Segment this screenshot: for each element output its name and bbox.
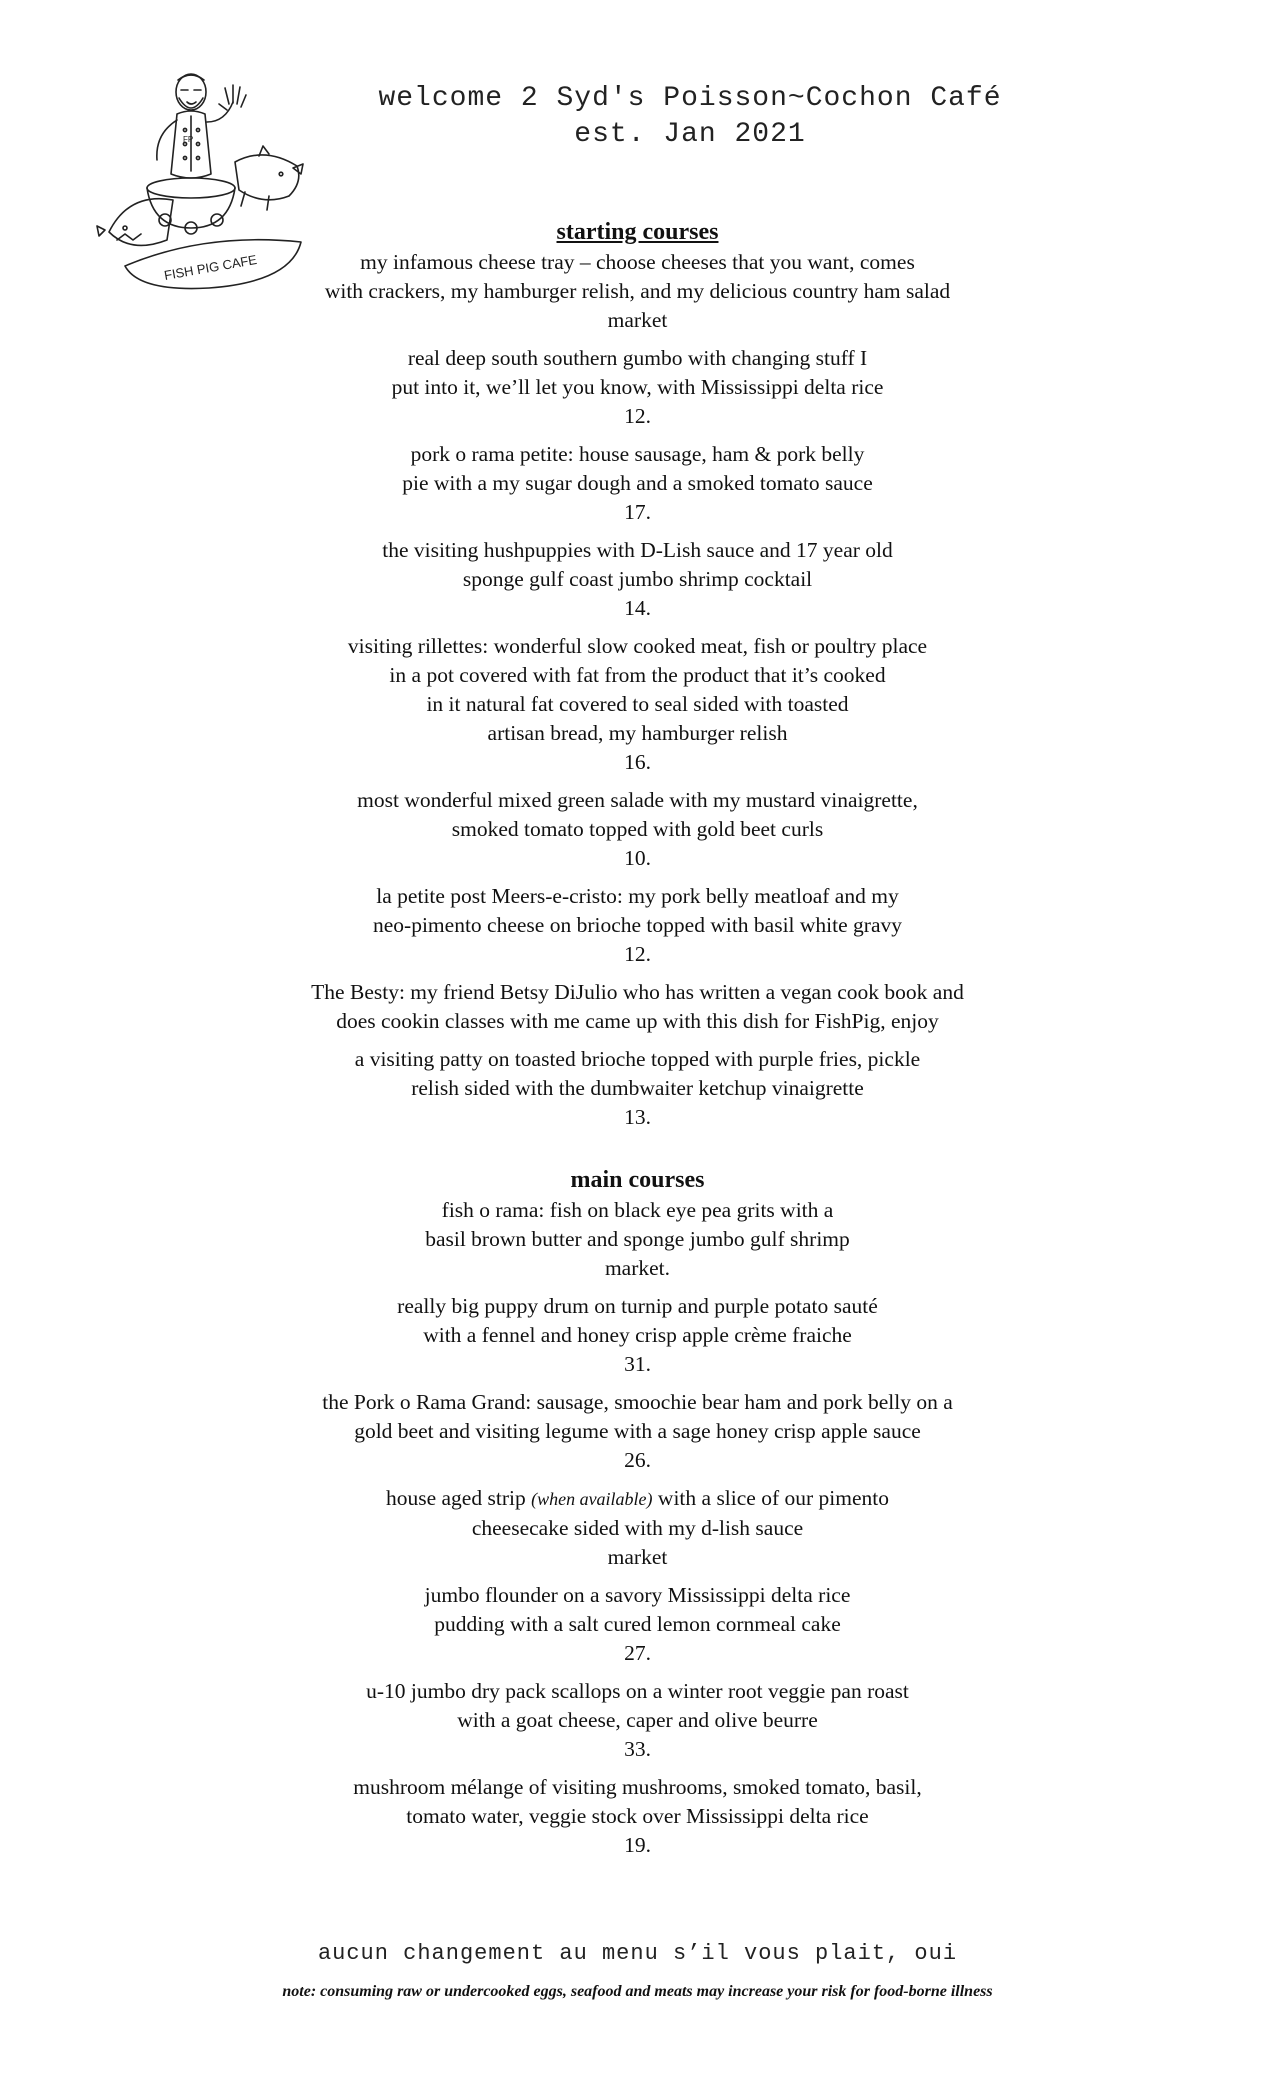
- svg-text:FP: FP: [183, 135, 194, 144]
- menu-item-price: 19.: [624, 1833, 651, 1857]
- menu-item-price: 17.: [624, 500, 651, 524]
- established-date: est. Jan 2021: [574, 119, 806, 150]
- svg-text:FISH PIG CAFE: FISH PIG CAFE: [162, 251, 259, 283]
- menu-item-price: 27.: [624, 1641, 651, 1665]
- menu-item-price: market: [607, 308, 668, 332]
- menu-item: jumbo flounder on a savory Mississippi delta rice pudding with a salt cured lemon cornmeal cake 27.: [0, 1581, 1275, 1668]
- menu-item: u-10 jumbo dry pack scallops on a winter root veggie pan roast with a goat cheese, caper and olive beurre 33.: [0, 1677, 1275, 1764]
- no-changes-notice: aucun changement au menu s’il vous plait, oui: [317, 1941, 958, 1966]
- menu-item: a visiting patty on toasted brioche topped with purple fries, pickle relish sided with the dumbwaiter ketchup vinaigrette 13.: [0, 1045, 1275, 1132]
- menu-item: pork o rama petite: house sausage, ham & pork belly pie with a my sugar dough and a smoked tomato sauce 17.: [0, 440, 1275, 527]
- menu-item: the Pork o Rama Grand: sausage, smoochie bear ham and pork belly on a gold beet and visiting legume with a sage honey crisp apple sauce 26.: [0, 1388, 1275, 1475]
- menu-item: most wonderful mixed green salade with my mustard vinaigrette, smoked tomato topped with gold beet curls 10.: [0, 786, 1275, 873]
- menu-item-price: 33.: [624, 1737, 651, 1761]
- menu-item-price: 31.: [624, 1352, 651, 1376]
- menu-item-price: 16.: [624, 750, 651, 774]
- cafe-title: welcome 2 Syd's Poisson~Cochon Café: [378, 83, 1002, 114]
- menu-footer: [0, 1940, 1275, 2002]
- menu-item-price: 13.: [624, 1105, 651, 1129]
- menu-item: real deep south southern gumbo with changing stuff I put into it, we’ll let you know, with Mississippi delta rice 12.: [0, 344, 1275, 431]
- availability-note: (when available): [531, 1489, 653, 1509]
- menu-header: [280, 80, 1100, 152]
- menu-item: The Besty: my friend Betsy DiJulio who has written a vegan cook book and does cookin classes with me came up with this dish for FishPig, enjoy: [311, 980, 964, 1033]
- menu-item-price: 12.: [624, 942, 651, 966]
- main-courses-list: [0, 1196, 1275, 1869]
- menu-item: my infamous cheese tray – choose cheeses that you want, comes with crackers, my hamburger relish, and my delicious country ham salad market: [0, 248, 1275, 335]
- menu-item-price: 26.: [624, 1448, 651, 1472]
- menu-item: the visiting hushpuppies with D-Lish sauce and 17 year old sponge gulf coast jumbo shrimp cocktail 14.: [0, 536, 1275, 623]
- menu-item: fish o rama: fish on black eye pea grits with a basil brown butter and sponge jumbo gulf shrimp market.: [0, 1196, 1275, 1283]
- menu-item: la petite post Meers-e-cristo: my pork belly meatloaf and my neo-pimento cheese on brioche topped with basil white gravy 12.: [0, 882, 1275, 969]
- food-safety-note: note: consuming raw or undercooked eggs, seafood and meats may increase your risk for food-borne illness: [282, 1983, 993, 2000]
- starting-courses-list: [0, 248, 1275, 1141]
- menu-item-price: market: [607, 1545, 668, 1569]
- menu-item: visiting rillettes: wonderful slow cooked meat, fish or poultry place in a pot covered with fat from the product that it’s cooked in it natural fat covered to seal sided with toasted artisan bread, my hamburger relish 16.: [0, 632, 1275, 777]
- menu-item-price: 10.: [624, 846, 651, 870]
- starting-courses-heading: starting courses: [556, 219, 719, 245]
- menu-item: really big puppy drum on turnip and purple potato sauté with a fennel and honey crisp apple crème fraiche 31.: [0, 1292, 1275, 1379]
- menu-item-price: market.: [604, 1256, 671, 1280]
- menu-item-price: 12.: [624, 404, 651, 428]
- menu-item-price: 14.: [624, 596, 651, 620]
- main-courses-heading: main courses: [570, 1167, 705, 1193]
- menu-item: mushroom mélange of visiting mushrooms, smoked tomato, basil, tomato water, veggie stock over Mississippi delta rice 19.: [0, 1773, 1275, 1860]
- menu-item: house aged strip (when available) with a slice of our pimento cheesecake sided with my d-lish sauce market: [0, 1484, 1275, 1572]
